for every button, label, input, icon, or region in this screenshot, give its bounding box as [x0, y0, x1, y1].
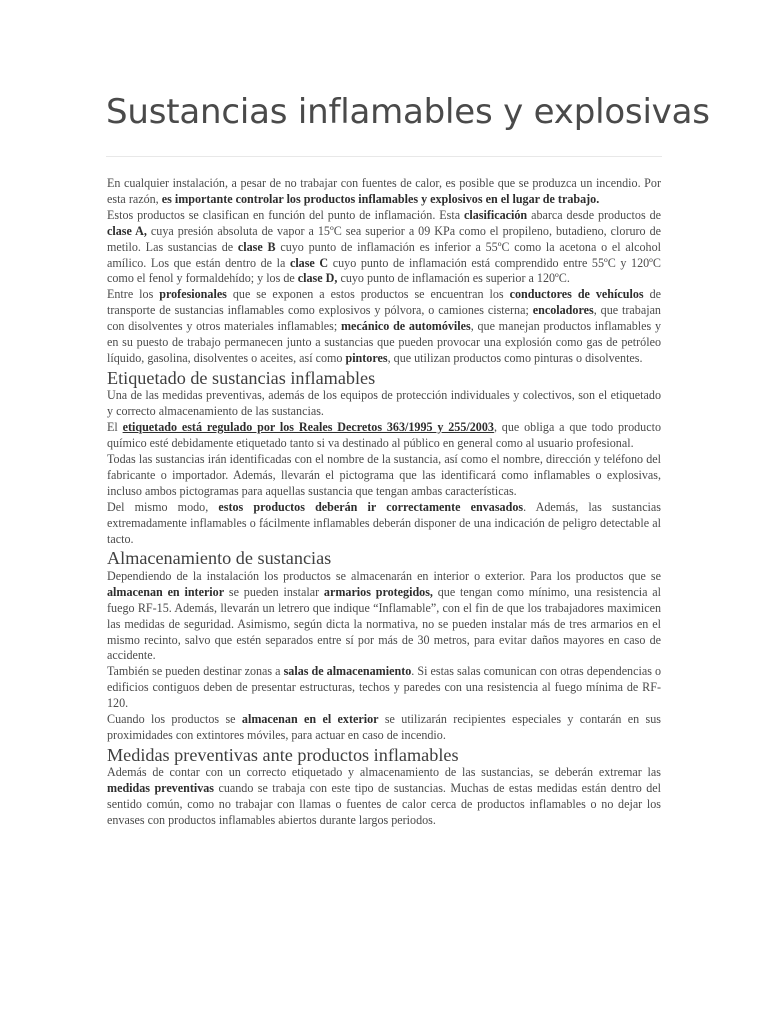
bold-text: conductores de vehículos — [509, 287, 644, 302]
bold-text: armarios protegidos, — [323, 584, 433, 599]
almacenamiento-paragraph-2: También se pueden destinar zonas a salas de almacenamiento. Si estas salas comunican con otras dependencias o edificios contiguos deben de presentar estructuras, techos y paredes con una resistencia al fuego mínima de RF-120. — [107, 664, 661, 711]
bold-text: clase C — [289, 255, 329, 270]
bold-text: almacenan en el exterior — [241, 712, 379, 727]
section-heading-almacenamiento: Almacenamiento de sustancias — [107, 548, 332, 569]
bold-text: clase D, — [297, 271, 338, 286]
bold-text: es importante controlar los productos inflamables y explosivos en el lugar de trabajo. — [161, 191, 600, 206]
page-title: Sustancias inflamables y explosivas — [106, 92, 710, 132]
bold-text: clasificación — [464, 207, 528, 222]
medidas-paragraph-1: Además de contar con un correcto etiquetado y almacenamiento de las sustancias, se deberán extremar las medidas preventivas cuando se trabaja con este tipo de sustancias. Muchas de estas medidas están dentro del sentido común, como no trabajar con llamas o fuentes de calor cerca de productos inflamables o no dejar los envases con productos inflamables abiertos durante largos periodos. — [107, 765, 661, 828]
bold-text: pintores — [345, 350, 388, 365]
bold-text: salas de almacenamiento — [283, 664, 412, 679]
etiquetado-paragraph-4: Del mismo modo, estos productos deberán ir correctamente envasados. Además, las sustancias extremadamente inflamables o fácilmente inflamables deberán disponer de una indicación de peligro detectable al tacto. — [107, 499, 661, 546]
bold-text: clase A, — [107, 223, 147, 238]
etiquetado-paragraph-3: Todas las sustancias irán identificadas con el nombre de la sustancia, así como el nombre, dirección y teléfono del fabricante o importador. Además, llevarán el pictograma que las identificará como inflamables o explosivas, incluso ambos pictogramas para aquellas sustancia que tengan ambas características. — [107, 452, 661, 498]
intro-paragraph-3: Entre los profesionales que se exponen a estos productos se encuentran los conductores de vehículos de transporte de sustancias inflamables como explosivos y pólvora, o camiones cisterna; encoladores, que trabajan con disolventes y otros materiales inflamables; mecánico de automóviles, que manejan productos inflamables y en su puesto de trabajo permanecen junto a sustancias que pueden provocar una explosión como gas de petróleo líquido, gasolina, disolventes o aceites, así como pintores, que utilizan productos como pinturas o disolventes. — [107, 287, 661, 365]
bold-text: mecánico de automóviles — [340, 319, 471, 334]
bold-text: clase B — [237, 239, 276, 254]
etiquetado-paragraph-1: Una de las medidas preventivas, además de los equipos de protección individuales y colectivos, son el etiquetado y correcto almacenamiento de las sustancias. — [107, 388, 661, 419]
intro-paragraph-1: En cualquier instalación, a pesar de no trabajar con fuentes de calor, es posible que se produzca un incendio. Por esta razón, es importante controlar los productos inflamables y explosivos en el lugar de trabajo. — [107, 176, 661, 206]
bold-text: encoladores — [532, 303, 594, 318]
section-heading-medidas: Medidas preventivas ante productos inflamables — [107, 744, 459, 765]
bold-text: estos productos deberán ir correctamente envasados — [218, 499, 524, 514]
section-heading-etiquetado: Etiquetado de sustancias inflamables — [107, 367, 376, 388]
intro-paragraph-2: Estos productos se clasifican en función del punto de inflamación. Esta clasificación abarca desde productos de clase A, cuya presión absoluta de vapor a 15ºC sea superior a 09 KPa como el propileno, butadieno, cloruro de metilo. Las sustancias de clase B cuyo punto de inflamación es inferior a 55ºC como la acetona o el alcohol amílico. Los que están dentro de la clase C cuyo punto de inflamación está comprendido entre 55ºC y 120ºC como el fenol y formaldehído; y los de clase D, cuyo punto de inflamación es superior a 120ºC. — [107, 207, 662, 286]
almacenamiento-paragraph-3: Cuando los productos se almacenan en el exterior se utilizarán recipientes especiales y contarán en sus proximidades con extintores móviles, para actuar en caso de incendio. — [107, 712, 661, 742]
article-body — [107, 176, 661, 829]
etiquetado-paragraph-2: El etiquetado está regulado por los Reales Decretos 363/1995 y 255/2003, que obliga a que todo producto químico esté debidamente etiquetado tanto si va destinado al público en general como al usuario profesional. — [107, 420, 661, 451]
title-divider — [106, 156, 662, 157]
almacenamiento-paragraph-1: Dependiendo de la instalación los productos se almacenarán en interior o exterior. Para los productos que se almacenan en interior se pueden instalar armarios protegidos, que tengan como mínimo, una resistencia al fuego RF-15. Además, llevarán un letrero que indique “Inflamable”, con el fin de que los trabajadores maximicen las medidas de seguridad. Asimismo, según dicta la normativa, no se pueden instalar más de tres armarios en el mismo recinto, salvo que estén separados entre sí por más de 30 metros, para evitar daños mayores en caso de accidente. — [107, 568, 662, 663]
bold-text: almacenan en interior — [107, 584, 225, 599]
bold-text: medidas preventivas — [107, 781, 215, 796]
regulation-link[interactable]: etiquetado está regulado por los Reales Decretos 363/1995 y 255/2003 — [122, 420, 494, 435]
bold-text: profesionales — [159, 287, 227, 302]
